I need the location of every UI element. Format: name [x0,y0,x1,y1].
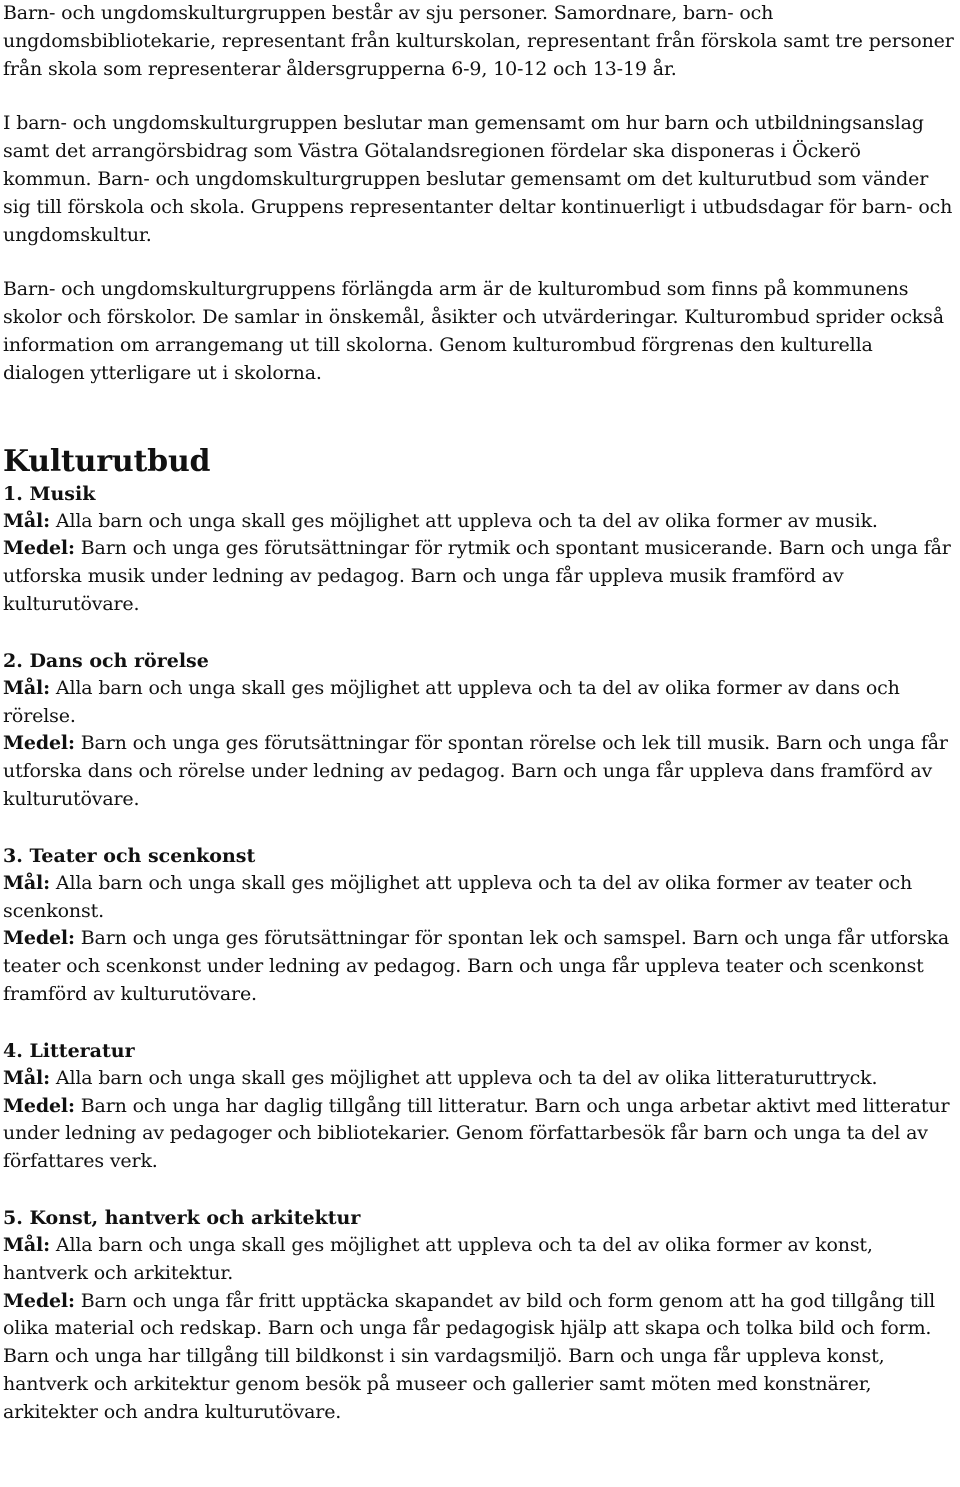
goal-label: Mål: [3,509,50,532]
means-text: Barn och unga ges förutsättningar för spontan rörelse och lek till musik. Barn och unga får utforska dans och rörelse under ledning av pedagog. Barn och unga får uppleva dans framförd av kulturutövare. [3,732,948,810]
means-text: Barn och unga ges förutsättningar för rytmik och spontant musicerande. Barn och unga får utforska musik under ledning av pedagog. Barn och unga får uppleva musik framförd av kulturutövare. [3,537,951,615]
item-goal [3,1065,954,1093]
item-means [3,1093,954,1176]
intro-paragraph-2: I barn- och ungdomskulturgruppen beslutar man gemensamt om hur barn och utbildningsanslag samt det arrangörsbidrag som Västra Götalandsregionen fördelar ska disponeras i Öckerö kommun. Barn- och ungdomskulturgruppen beslutar gemensamt om det kulturutbud som vänder sig till förskola och skola. Gruppens representanter deltar kontinuerligt i utbudsdagar för barn- och ungdomskultur. [3,112,953,246]
item-dans-och-rorelse [3,647,954,814]
goal-label: Mål: [3,871,50,894]
goal-text: Alla barn och unga skall ges möjlighet att uppleva och ta del av olika former av konst, hantverk och arkitektur. [3,1233,873,1284]
item-heading: 4. Litteratur [3,1039,135,1062]
means-label: Medel: [3,537,75,560]
means-label: Medel: [3,927,75,950]
means-label: Medel: [3,1094,75,1117]
item-heading: 5. Konst, hantverk och arkitektur [3,1206,361,1229]
goal-label: Mål: [3,1233,50,1256]
item-heading: 2. Dans och rörelse [3,649,209,672]
means-text: Barn och unga har daglig tillgång till litteratur. Barn och unga arbetar aktivt med litteratur under ledning av pedagoger och bibliotekarier. Genom författarbesök får barn och unga ta del av författares verk. [3,1094,950,1173]
item-goal [3,1232,954,1288]
means-label: Medel: [3,1289,75,1312]
item-goal [3,870,954,926]
goal-text: Alla barn och unga skall ges möjlighet att uppleva och ta del av olika former av musik. [55,509,878,532]
item-heading: 3. Teater och scenkonst [3,844,256,867]
goal-text: Alla barn och unga skall ges möjlighet att uppleva och ta del av olika litteraturuttryck. [55,1066,878,1089]
item-means [3,1288,954,1427]
means-text: Barn och unga får fritt upptäcka skapandet av bild och form genom att ha god tillgång till olika material och redskap. Barn och unga får pedagogisk hjälp att skapa och tolka bild och form. Barn och unga har tillgång till bildkonst i sin vardagsmiljö. Barn och unga får uppleva konst, hantverk och arkitektur genom besök på museer och gallerier samt möten med konstnärer, arkitekter och andra kulturutövare. [3,1289,936,1423]
item-means [3,730,954,813]
item-means [3,925,954,1008]
goal-text: Alla barn och unga skall ges möjlighet att uppleva och ta del av olika former av teater och scenkonst. [3,871,913,922]
goal-label: Mål: [3,1066,50,1089]
goal-text: Alla barn och unga skall ges möjlighet att uppleva och ta del av olika former av dans och rörelse. [3,676,900,727]
intro-paragraph-3: Barn- och ungdomskulturgruppens förlängda arm är de kulturombud som finns på kommunens skolor och förskolor. De samlar in önskemål, åsikter och utvärderingar. Kulturombud sprider också information om arrangemang ut till skolorna. Genom kulturombud förgrenas den kulturella dialogen ytterligare ut i skolorna. [3,278,944,384]
item-musik [3,480,954,619]
item-means [3,535,954,618]
item-goal [3,508,954,536]
section-title-kulturutbud: Kulturutbud [3,443,211,479]
item-teater-och-scenkonst [3,842,954,1009]
means-text: Barn och unga ges förutsättningar för spontan lek och samspel. Barn och unga får utforska teater och scenkonst under ledning av pedagog. Barn och unga får uppleva teater och scenkonst framförd av kulturutövare. [3,927,950,1005]
item-konst-hantverk-arkitektur [3,1204,954,1427]
item-heading: 1. Musik [3,482,96,505]
item-litteratur [3,1037,954,1176]
goal-label: Mål: [3,676,50,699]
means-label: Medel: [3,732,75,755]
item-goal [3,675,954,731]
intro-paragraph-1: Barn- och ungdomskulturgruppen består av sju personer. Samordnare, barn- och ungdomsbibliotekarie, representant från kulturskolan, representant från förskola samt tre personer från skola som representerar åldersgrupperna 6-9, 10-12 och 13-19 år. [3,2,954,80]
